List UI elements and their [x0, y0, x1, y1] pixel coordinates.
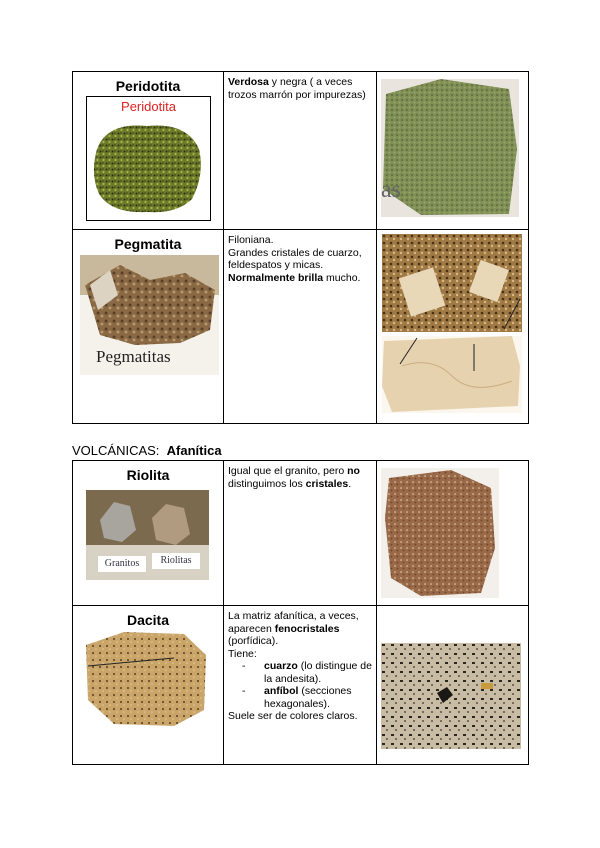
- description-cell: [224, 230, 377, 424]
- description-bold: anfíbol: [264, 685, 299, 697]
- description-text: y negra ( a veces trozos marrón por impurezas): [228, 76, 366, 101]
- description-line: Tiene:: [228, 647, 257, 660]
- description-line: Suele ser de colores claros.: [228, 710, 358, 722]
- section-heading: [72, 443, 222, 458]
- description-cell: [224, 461, 377, 606]
- description-text: (secciones hexagonales).: [264, 685, 352, 710]
- rock-name: Pegmatita: [114, 236, 182, 252]
- pegmatite-sample-image: [80, 255, 219, 375]
- pegmatite-photo-bottom: [382, 336, 522, 413]
- sample-label: Riolitas: [152, 553, 200, 569]
- rock-name: Dacita: [126, 612, 170, 628]
- description-bold: cristales: [305, 477, 349, 490]
- description-line: Filoniana.: [228, 234, 274, 246]
- description-bold: no: [347, 465, 360, 477]
- rock-description: [224, 230, 376, 284]
- list-item: [242, 660, 372, 685]
- rock-name: Riolita: [126, 467, 170, 483]
- rhyolite-photo: [381, 468, 499, 598]
- description-line: [228, 272, 372, 285]
- rock-name: Peridotita: [115, 78, 181, 94]
- description-cell: [224, 606, 377, 765]
- description-text: distinguimos los: [228, 477, 306, 490]
- heading-bold: Afanítica: [166, 443, 222, 458]
- description-text: mucho.: [323, 271, 361, 284]
- sample-label: Granitos: [98, 556, 146, 572]
- description-bold: Normalmente brilla: [228, 271, 324, 284]
- description-bold: Verdosa: [228, 76, 269, 88]
- image-caption: Pegmatitas: [96, 347, 171, 366]
- description-text: (lo distingue de la andesita).: [264, 660, 372, 685]
- rhyolite-sample-image: [86, 490, 209, 580]
- rock-description: [224, 606, 376, 723]
- description-cell: [224, 72, 377, 230]
- peridotite-photo: [381, 79, 519, 217]
- rock-description: [224, 72, 376, 101]
- mineral-list: [228, 660, 372, 710]
- description-line: Grandes cristales de cuarzo, feldespatos y micas.: [228, 246, 362, 271]
- description-text: .: [348, 477, 352, 490]
- dacite-sample-image: [84, 630, 208, 728]
- description-line: [228, 610, 372, 648]
- photo-caption: as: [381, 177, 401, 203]
- description-text: La matriz afanítica, a veces, aparecen: [228, 610, 359, 635]
- dacite-photo: [381, 643, 521, 749]
- heading-prefix: VOLCÁNICAS:: [72, 443, 160, 458]
- description-bold: cuarzo: [264, 660, 298, 672]
- rock-photo: [87, 114, 210, 219]
- description-text: Igual que el granito, pero: [228, 465, 348, 477]
- rock-description: [224, 461, 376, 490]
- description-text: (porfídica).: [228, 635, 279, 647]
- peridotite-sample-image: [86, 96, 211, 221]
- list-item: [242, 685, 372, 710]
- pegmatite-photo-top: [382, 234, 522, 332]
- description-bold: fenocristales: [274, 622, 340, 635]
- image-caption: Peridotita: [121, 99, 176, 114]
